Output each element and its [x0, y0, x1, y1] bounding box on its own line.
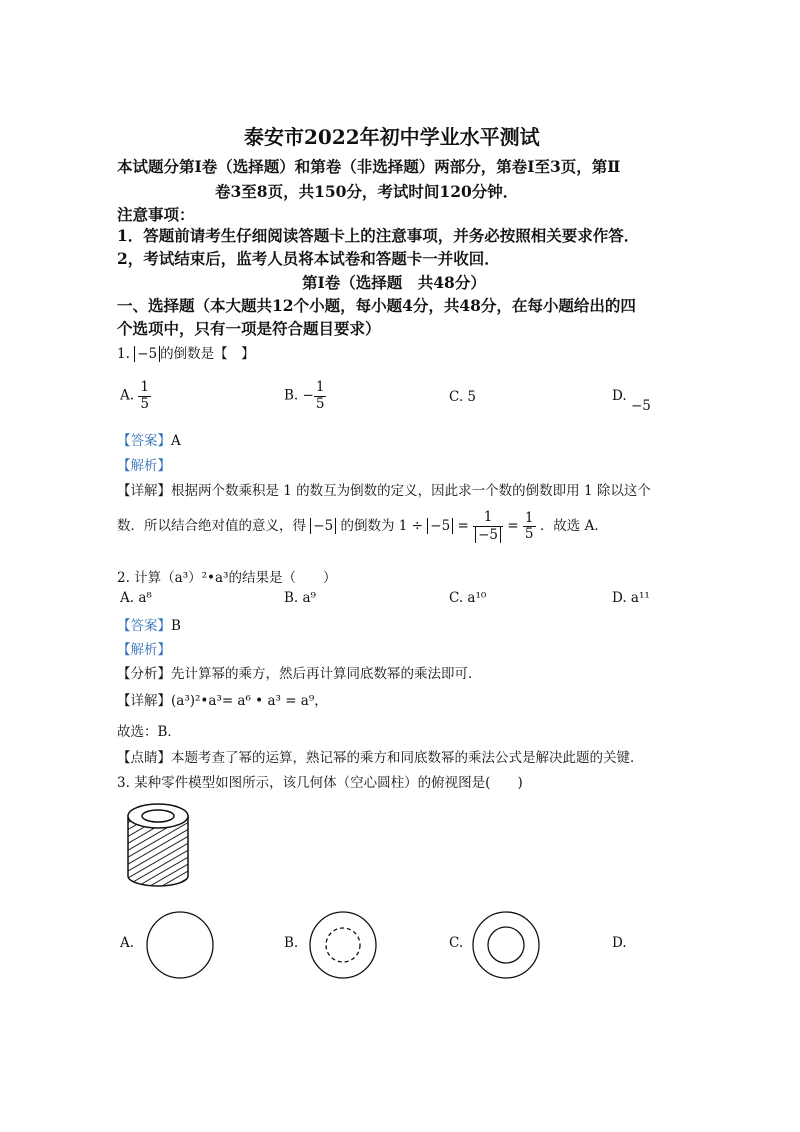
q2-fenxi — [117, 662, 482, 682]
section-heading-1: 一、选择题（本大题共12个小题，每小题4分，共48分，在每小题给出的四 — [117, 296, 636, 315]
fraction-numerator: 1 — [315, 379, 325, 395]
q2-option-b: B. a⁹ — [284, 590, 316, 606]
answer-tag: 【答案】 — [117, 433, 171, 449]
q2-conclusion: 故选：B． — [117, 724, 181, 740]
q1-option-b-fraction — [314, 380, 327, 412]
review-text: 本题考查了幂的运算，熟记幂的乘方和同底数幂的乘法公式是解决此题的关键． — [171, 750, 644, 766]
detail-text: (a³)²•a³= a⁶ • a³ = a⁹， — [171, 693, 328, 709]
q1-option-a-label: A. — [120, 387, 135, 404]
fenxi-text: 先计算幂的乘方，然后再计算同底数幂的乘法即可． — [171, 666, 482, 682]
q1-option-d — [612, 388, 651, 414]
answer-value: B — [171, 618, 181, 634]
q2-detail — [117, 689, 328, 709]
q1-stem-tail: 的倒数是【 】 — [160, 346, 255, 362]
answer-tag: 【答案】 — [117, 618, 171, 634]
division-expr: 1 ÷ — [398, 518, 423, 535]
q1-option-b — [284, 380, 326, 412]
q2-review — [117, 746, 644, 766]
q2-option-d: D. a¹¹ — [612, 590, 650, 606]
detail-text: ．故选 A． — [539, 518, 608, 535]
q2-option-c: C. a¹⁰ — [449, 590, 487, 606]
fraction-numerator: 1 — [524, 509, 534, 526]
equals-sign: = — [507, 518, 519, 535]
section-heading-2: 个选项中，只有一项是符合题目要求） — [117, 319, 381, 338]
q1-analysis-tag: 【解析】 — [117, 458, 171, 474]
q1-option-d-value: −5 — [630, 398, 651, 414]
q1-option-a — [120, 380, 151, 412]
notice-item-2: 2，考试结束后，监考人员将本试卷和答题卡一并收回． — [117, 249, 500, 268]
intro-line-1: 本试题分第Ⅰ卷（选择题）和第卷（非选择题）两部分，第卷Ⅰ至3页，第Ⅱ — [117, 157, 621, 176]
notice-item-1: 1．答题前请考生仔细阅读答题卡上的注意事项，并务必按照相关要求作答． — [117, 226, 640, 245]
review-tag: 【点睛】 — [117, 750, 171, 766]
fenxi-tag: 【分析】 — [117, 666, 171, 682]
fraction — [523, 511, 536, 543]
q1-answer — [117, 429, 181, 449]
q3-option-a-label: A. — [120, 935, 135, 951]
q2-analysis-tag: 【解析】 — [117, 642, 171, 658]
q3-option-c-solid-ring — [471, 910, 541, 980]
detail-text: 数．所以结合绝对值的意义，得 — [117, 518, 306, 535]
answer-value: A — [171, 433, 181, 449]
q2-stem: 2. 计算（a³）²•a³的结果是（ ） — [117, 570, 337, 586]
q3-option-a-circle — [145, 910, 215, 980]
equals-sign: = — [457, 518, 469, 535]
detail-tag: 【详解】 — [117, 693, 171, 709]
exam-title: 泰安市2022年初中学业水平测试 — [244, 125, 540, 149]
detail-tag: 【详解】 — [117, 483, 171, 499]
q1-number: 1. — [117, 346, 130, 362]
notice-heading: 注意事项： — [117, 205, 195, 224]
abs-value: −5 — [475, 527, 501, 543]
fraction-denominator: 5 — [315, 395, 325, 412]
q1-detail-line-2 — [117, 510, 608, 543]
fraction-denominator: 5 — [140, 395, 149, 412]
q3-stem: 3. 某种零件模型如图所示，该几何体（空心圆柱）的俯视图是( ) — [117, 775, 523, 791]
q1-option-d-label: D. — [612, 388, 627, 404]
hollow-cylinder-figure — [120, 796, 196, 892]
q1-abs-value: −5 — [134, 346, 160, 362]
q1-stem — [117, 342, 255, 362]
abs-value: −5 — [310, 518, 336, 534]
fraction-denominator — [473, 527, 503, 544]
q1-option-c: C. 5 — [449, 389, 477, 405]
q2-option-a: A. a⁸ — [120, 590, 152, 606]
part-title: 第Ⅰ卷（选择题 共48分） — [302, 273, 486, 292]
q3-option-b-label: B. — [284, 935, 299, 951]
q1-option-a-fraction — [138, 380, 151, 412]
intro-line-2: 卷3至8页，共150分，考试时间120分钟． — [215, 182, 519, 201]
fraction-numerator: 1 — [140, 379, 149, 395]
fraction — [473, 510, 503, 543]
minus-sign: − — [302, 387, 314, 404]
fraction-denominator: 5 — [524, 526, 534, 543]
q3-option-c-label: C. — [449, 935, 464, 951]
q3-option-d-label: D. — [612, 935, 627, 951]
detail-text: 的倒数为 — [340, 518, 395, 535]
q3-option-b-dashed-ring — [308, 910, 378, 980]
q1-detail-line-1 — [117, 479, 651, 499]
q1-option-b-label: B. — [284, 387, 299, 404]
abs-value: −5 — [427, 518, 453, 534]
detail-text: 根据两个数乘积是 1 的数互为倒数的定义，因此求一个数的倒数即用 1 除以这个 — [171, 483, 651, 499]
fraction-numerator: 1 — [473, 510, 503, 527]
q2-answer — [117, 614, 181, 634]
